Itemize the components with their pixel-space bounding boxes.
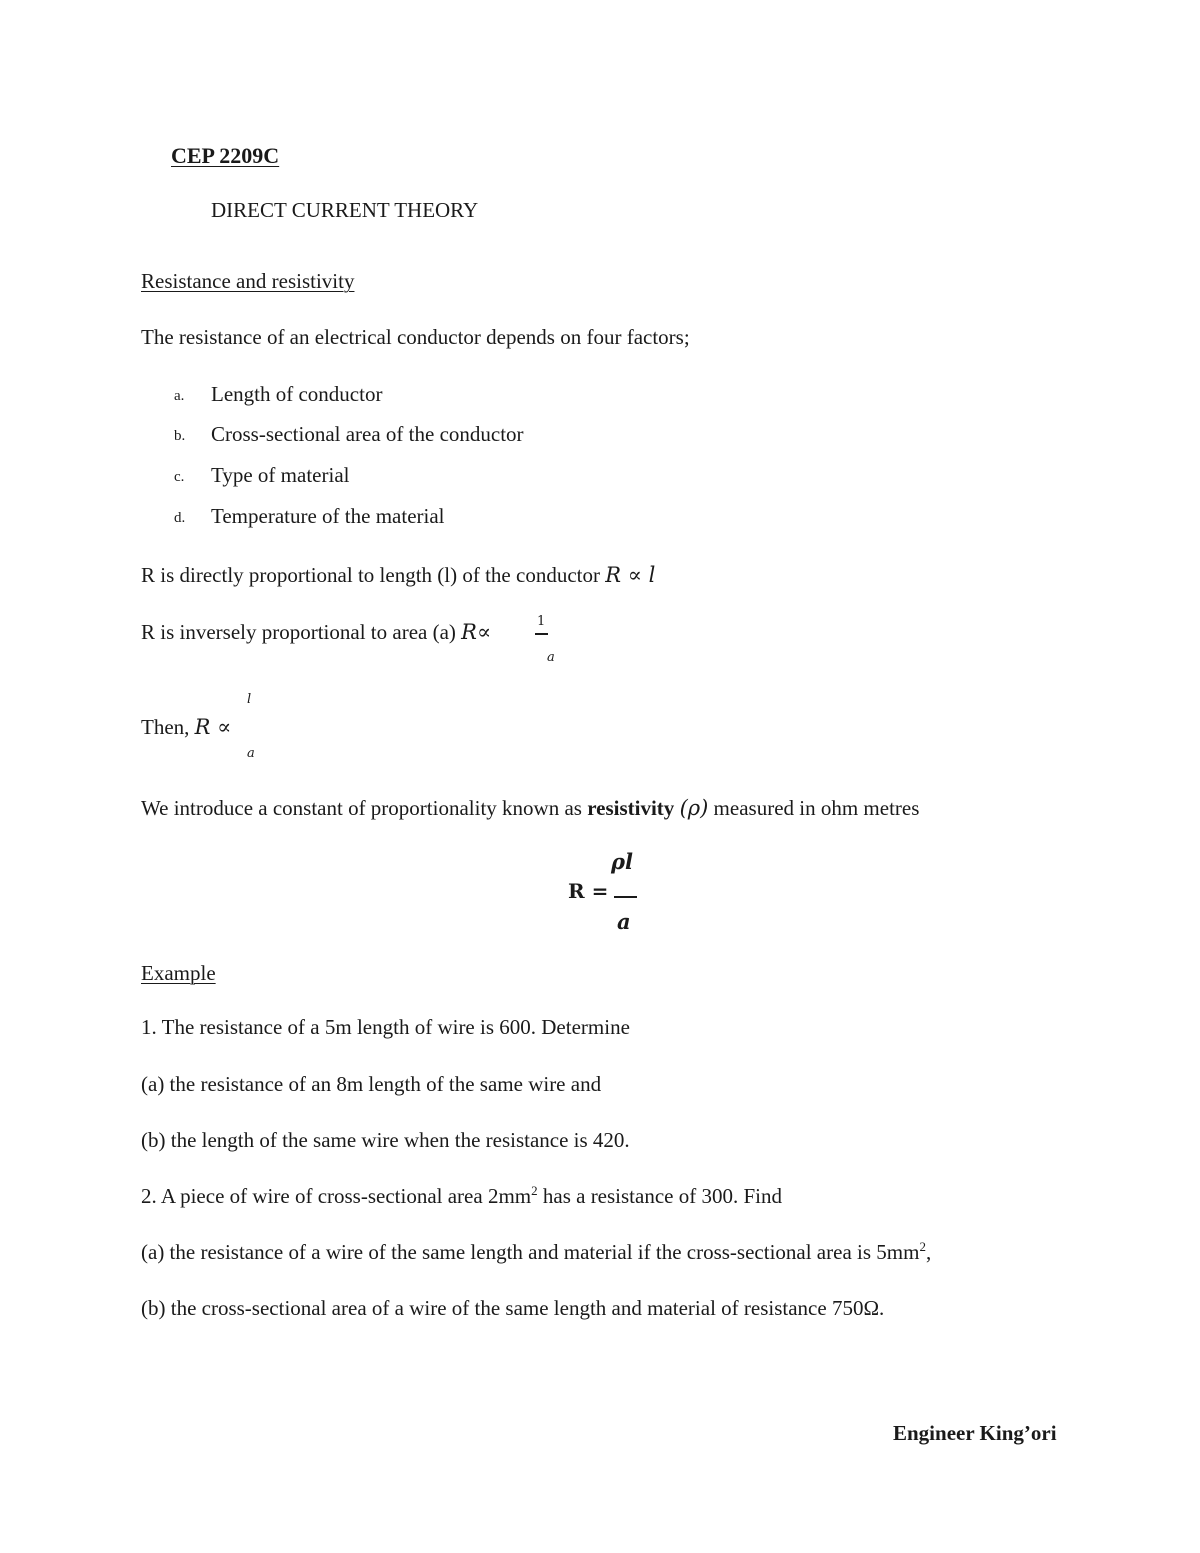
factor-item: Type of material [211,463,350,487]
factor-item: Length of conductor [211,382,383,406]
factor-item: Temperature of the material [211,504,445,528]
example-question-2: 2. A piece of wire of cross-sectional area $2mm^2$ has a resistance of 300. Find [141,1183,782,1208]
area-fraction-denominator: a [547,650,555,665]
factor-marker: b. [174,428,186,444]
course-code: CEP 2209C [171,143,280,168]
section-heading: Resistance and resistivity [141,269,355,293]
area-fraction-numerator: 1 [537,614,546,629]
author-signature: Engineer King’ori [893,1421,1057,1445]
example-question-1: 1. The resistance of a 5m length of wire is 600. Determine [141,1015,630,1039]
formula-numerator: ρl [611,849,633,874]
area-fraction-bar [535,633,548,635]
example-question-2b: (b) the cross-sectional area of a wire of the same length and material of resistance 750Ω. [141,1296,885,1320]
factor-item: Cross-sectional area of the conductor [211,422,524,446]
document-title: DIRECT CURRENT THEORY [211,198,479,222]
factor-marker: d. [174,510,186,526]
formula-denominator: a [617,909,631,934]
factor-marker: a. [174,388,185,404]
combined-relation: Then, R ∝ [141,715,232,739]
area-relation: R is inversely proportional to area (a) R∝ [141,620,492,644]
intro-paragraph: The resistance of an electrical conductor depends on four factors; [141,325,690,349]
example-question-2a: (a) the resistance of a wire of the same length and material if the cross-sectional area is $5mm^2$, [141,1239,932,1264]
formula-fraction-bar [614,896,637,898]
example-heading: Example [141,961,216,985]
example-question-1b: (b) the length of the same wire when the resistance is 420. [141,1128,630,1152]
superscript-two: 2 [531,1183,538,1198]
resistivity-sentence: We introduce a constant of proportionality known as resistivity (ρ) measured in ohm metres [141,796,920,820]
combined-fraction-numerator: l [247,692,252,707]
length-relation-math: R ∝ l [605,563,656,587]
example-question-1a: (a) the resistance of an 8m length of the same wire and [141,1072,602,1096]
resistivity-term: resistivity [587,796,675,820]
formula-lhs: R = [568,879,609,903]
superscript-two: 2 [919,1239,926,1254]
rho-symbol: (ρ) [679,796,709,820]
factor-marker: c. [174,469,185,485]
combined-relation-math: R ∝ [194,715,232,739]
area-relation-math: R∝ [461,620,492,644]
length-relation: R is directly proportional to length (l) of the conductor R ∝ l [141,563,656,587]
combined-fraction-denominator: a [247,746,255,761]
